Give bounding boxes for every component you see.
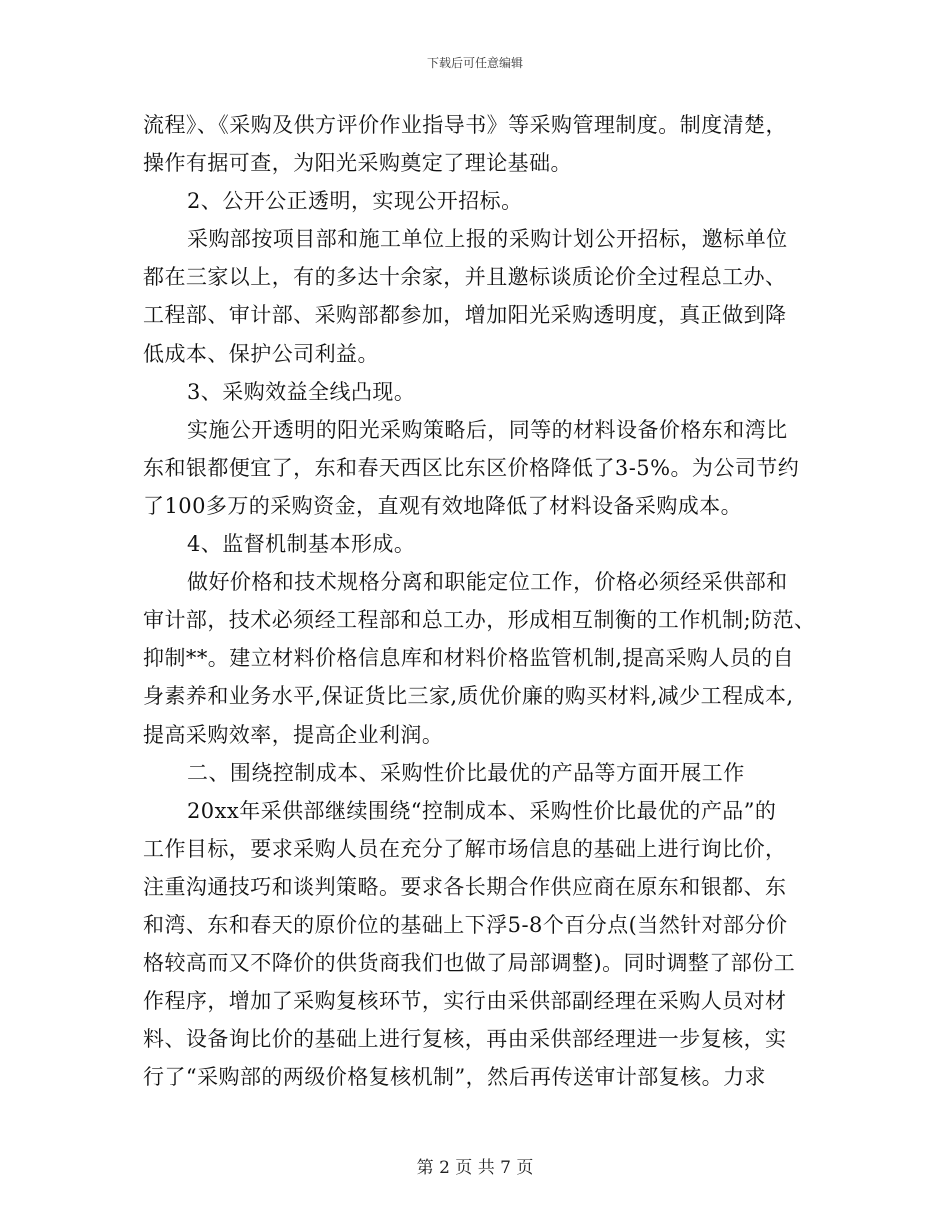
text-line: 流程》、《采购及供方评价作业指导书》等采购管理制度。制度清楚，	[143, 113, 787, 137]
text-line: 抑制**。建立材料价格信息库和材料价格监管机制,提高采购人员的自	[143, 646, 795, 671]
text-line: 注重沟通技巧和谈判策略。要求各长期合作供应商在原东和银都、东	[143, 874, 787, 899]
text-line: 作程序，增加了采购复核环节，实行由采供部副经理在采购人员对材	[143, 989, 787, 1014]
text-line: 料、设备询比价的基础上进行复核，再由采供部经理进一步复核，实	[143, 1027, 787, 1052]
page-footer: 第 2 页 共 7 页	[416, 1158, 534, 1178]
text-line: 操作有据可查，为阳光采购奠定了理论基础。	[143, 151, 572, 176]
text-line: 实施公开透明的阳光采购策略后，同等的材料设备价格东和湾比	[187, 417, 788, 442]
text-line: 格较高而又不降价的供货商我们也做了局部调整)。同时调整了部份工	[143, 951, 796, 976]
section-heading: 3、采购效益全线凸现。	[187, 379, 416, 404]
text-line: 身素养和业务水平,保证货比三家,质优价廉的购买材料,减少工程成本,	[143, 684, 794, 709]
text-line: 都在三家以上，有的多达十余家，并且邀标谈质论价全过程总工办、	[143, 265, 787, 290]
text-line: 工作目标，要求采购人员在充分了解市场信息的基础上进行询比价，	[143, 836, 787, 861]
body-text	[143, 106, 816, 1096]
text-line: 低成本、保护公司利益。	[143, 341, 379, 366]
text-line: 审计部，技术必须经工程部和总工办，形成相互制衡的工作机制;防范、	[143, 608, 816, 633]
text-line: 了100多万的采购资金，直观有效地降低了材料设备采购成本。	[143, 493, 743, 518]
section-heading: 2、公开公正透明，实现公开招标。	[187, 189, 523, 214]
section-heading: 二、围绕控制成本、采购性价比最优的产品等方面开展工作	[187, 760, 745, 785]
section-heading: 4、监督机制基本形成。	[187, 532, 416, 557]
text-line: 行了“采购部的两级价格复核机制”，然后再传送审计部复核。力求	[143, 1065, 766, 1090]
text-line: 做好价格和技术规格分离和职能定位工作，价格必须经采供部和	[187, 570, 788, 595]
text-line: 和湾、东和春天的原价位的基础上下浮5-8个百分点(当然针对部分价	[143, 912, 788, 937]
text-line: 采购部按项目部和施工单位上报的采购计划公开招标，邀标单位	[187, 227, 788, 252]
text-line: 提高采购效率，提高企业利润。	[143, 722, 444, 747]
page-header: 下载后可任意编辑	[426, 56, 523, 70]
text-line: 工程部、审计部、采购部都参加，增加阳光采购透明度，真正做到降	[143, 303, 787, 328]
text-line: 20xx年采供部继续围绕“控制成本、采购性价比最优的产品”的	[187, 798, 777, 823]
text-line: 东和银都便宜了，东和春天西区比东区价格降低了3-5%。为公司节约	[143, 455, 800, 480]
